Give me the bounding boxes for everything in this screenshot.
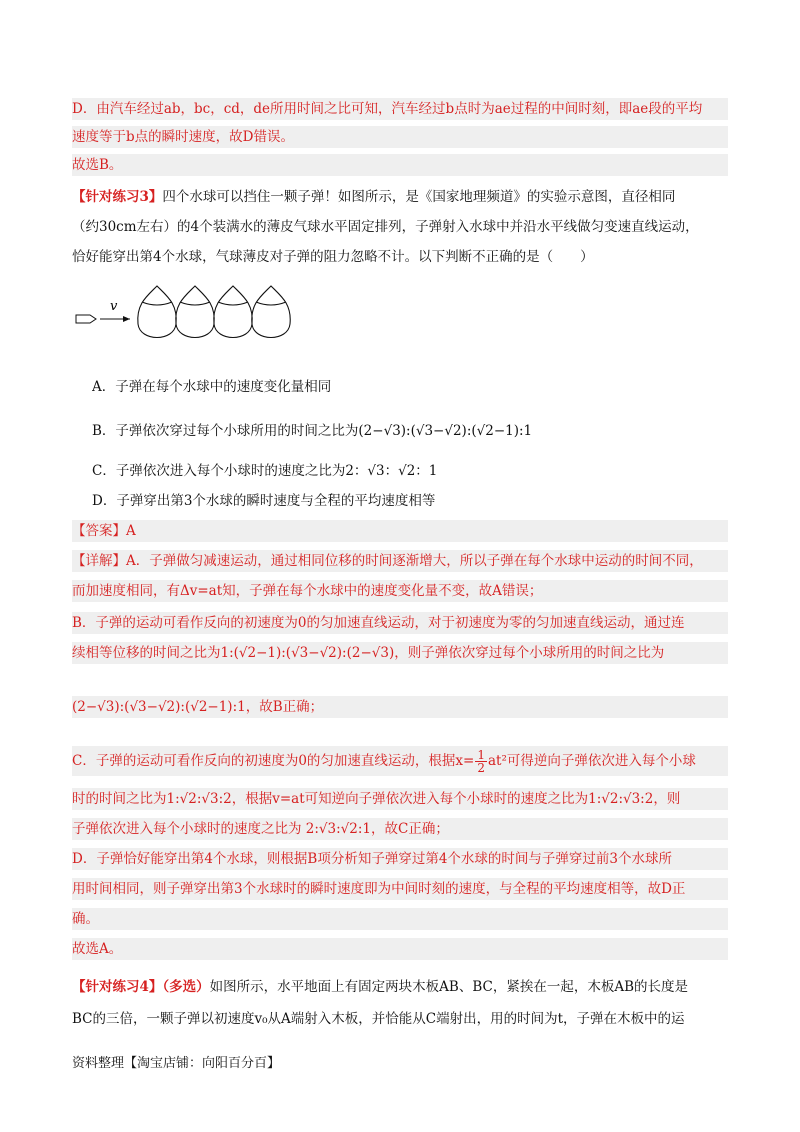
practice3-stem-line-1 (72, 186, 728, 208)
prev-d-line-1: D．由汽车经过ab，bc，cd，de所用时间之比可知，汽车经过b点时为ae过程的中间时刻，即ae段的平均 (72, 98, 728, 120)
water-balloon-2 (176, 286, 214, 338)
practice3-stem-line-2: （约30cm左右）的4个装满水的薄皮气球水平固定排列，子弹射入水球中并沿水平线做匀变速直线运动， (72, 219, 699, 235)
explain-c-line-3: 子弹依次进入每个小球时的速度之比为 2:√3:√2:1，故C正确； (72, 818, 728, 840)
option-b: B．子弹依次穿过每个小球所用的时间之比为(2−√3):(√3−√2):(√2−1):1 (92, 423, 533, 439)
explain-conclusion: 故选A。 (72, 938, 728, 960)
explain-a-line-2: 而加速度相同，有Δv=at知，子弹在每个水球中的速度变化量不变，故A错误； (72, 580, 728, 602)
explain-b-line-2: 续相等位移的时间之比为1:(√2−1):(√3−√2):(2−√3)，则子弹依次穿过每个小球所用的时间之比为 (72, 642, 728, 664)
prev-conclusion: 故选B。 (72, 154, 728, 176)
explain-d-line-3: 确。 (72, 908, 728, 930)
explain-c-line-2: 时的时间之比为1:√2:√3:2，根据v=at可知逆向子弹依次进入每个小球时的速度之比为1:√2:√3:2，则 (72, 788, 728, 810)
fraction-numerator: 1 (477, 748, 485, 762)
water-balloon-figure (72, 280, 312, 352)
formula-rhs: at² (488, 753, 507, 769)
page-footer: 资料整理【淘宝店铺：向阳百分百】 (72, 1056, 281, 1071)
water-balloon-1 (138, 286, 176, 338)
explain-d-line-2: 用时间相同，则子弹穿出第3个水球时的瞬时速度即为中间时刻的速度，与全程的平均速度相等，故D正 (72, 878, 728, 900)
prev-d-line-2: 速度等于b点的瞬时速度，故D错误。 (72, 126, 728, 148)
practice4-stem-text-1: 如图所示，水平地面上有固定两块木板AB、BC，紧挨在一起，木板AB的长度是 (209, 979, 688, 995)
explain-d-line-1: D．子弹恰好能穿出第4个水球，则根据B项分析知子弹穿过第4个水球的时间与子弹穿过前3个水球所 (72, 848, 728, 870)
practice4-tag: 【针对练习4】 (72, 979, 163, 995)
answer-label: 【答案】A (72, 520, 728, 542)
explain-c-line-1 (72, 746, 728, 776)
explain-a-line-1: 【详解】A．子弹做匀减速运动，通过相同位移的时间逐渐增大，所以子弹在每个水球中运动的时间不同， (72, 550, 728, 572)
practice4-multi-badge: （多选） (162, 979, 210, 995)
practice3-stem-text-1: 四个水球可以挡住一颗子弹！如图所示，是《国家地理频道》的实验示意图，直径相同 (162, 189, 676, 205)
practice3-stem-line-3: 恰好能穿出第4个水球，气球薄皮对子弹的阻力忽略不计。以下判断不正确的是（ ） (72, 249, 594, 265)
formula-lhs: x= (455, 753, 475, 769)
water-balloon-4 (252, 286, 290, 338)
practice3-tag: 【针对练习3】 (72, 189, 163, 205)
velocity-arrow (100, 316, 130, 322)
fraction-denominator: 2 (477, 761, 485, 775)
practice4-stem-line-1 (72, 976, 728, 998)
formula-fraction (475, 749, 487, 774)
practice4-stem-line-2: BC的三倍，一颗子弹以初速度v₀从A端射入木板，并恰能从C端射出，用的时间为t，子弹在木板中的运 (72, 1011, 685, 1027)
explain-b-line-1: B．子弹的运动可看作反向的初速度为0的匀加速直线运动，对于初速度为零的匀加速直线运动，通过连 (72, 612, 728, 634)
option-d: D．子弹穿出第3个水球的瞬时速度与全程的平均速度相等 (92, 493, 436, 509)
option-c: C．子弹依次进入每个小球时的速度之比为2：√3：√2：1 (92, 463, 438, 479)
explain-b-line-3: (2−√3):(√3−√2):(√2−1):1，故B正确； (72, 696, 728, 718)
bullet-icon (76, 315, 96, 323)
velocity-label: v (110, 299, 118, 314)
explain-c-line-1-pre: C．子弹的运动可看作反向的初速度为0的匀加速直线运动，根据 (72, 753, 456, 769)
explain-c-line-1-post: 可得逆向子弹依次进入每个小球 (506, 753, 696, 769)
water-balloon-3 (214, 286, 252, 338)
option-a: A．子弹在每个水球中的速度变化量相同 (92, 379, 332, 395)
